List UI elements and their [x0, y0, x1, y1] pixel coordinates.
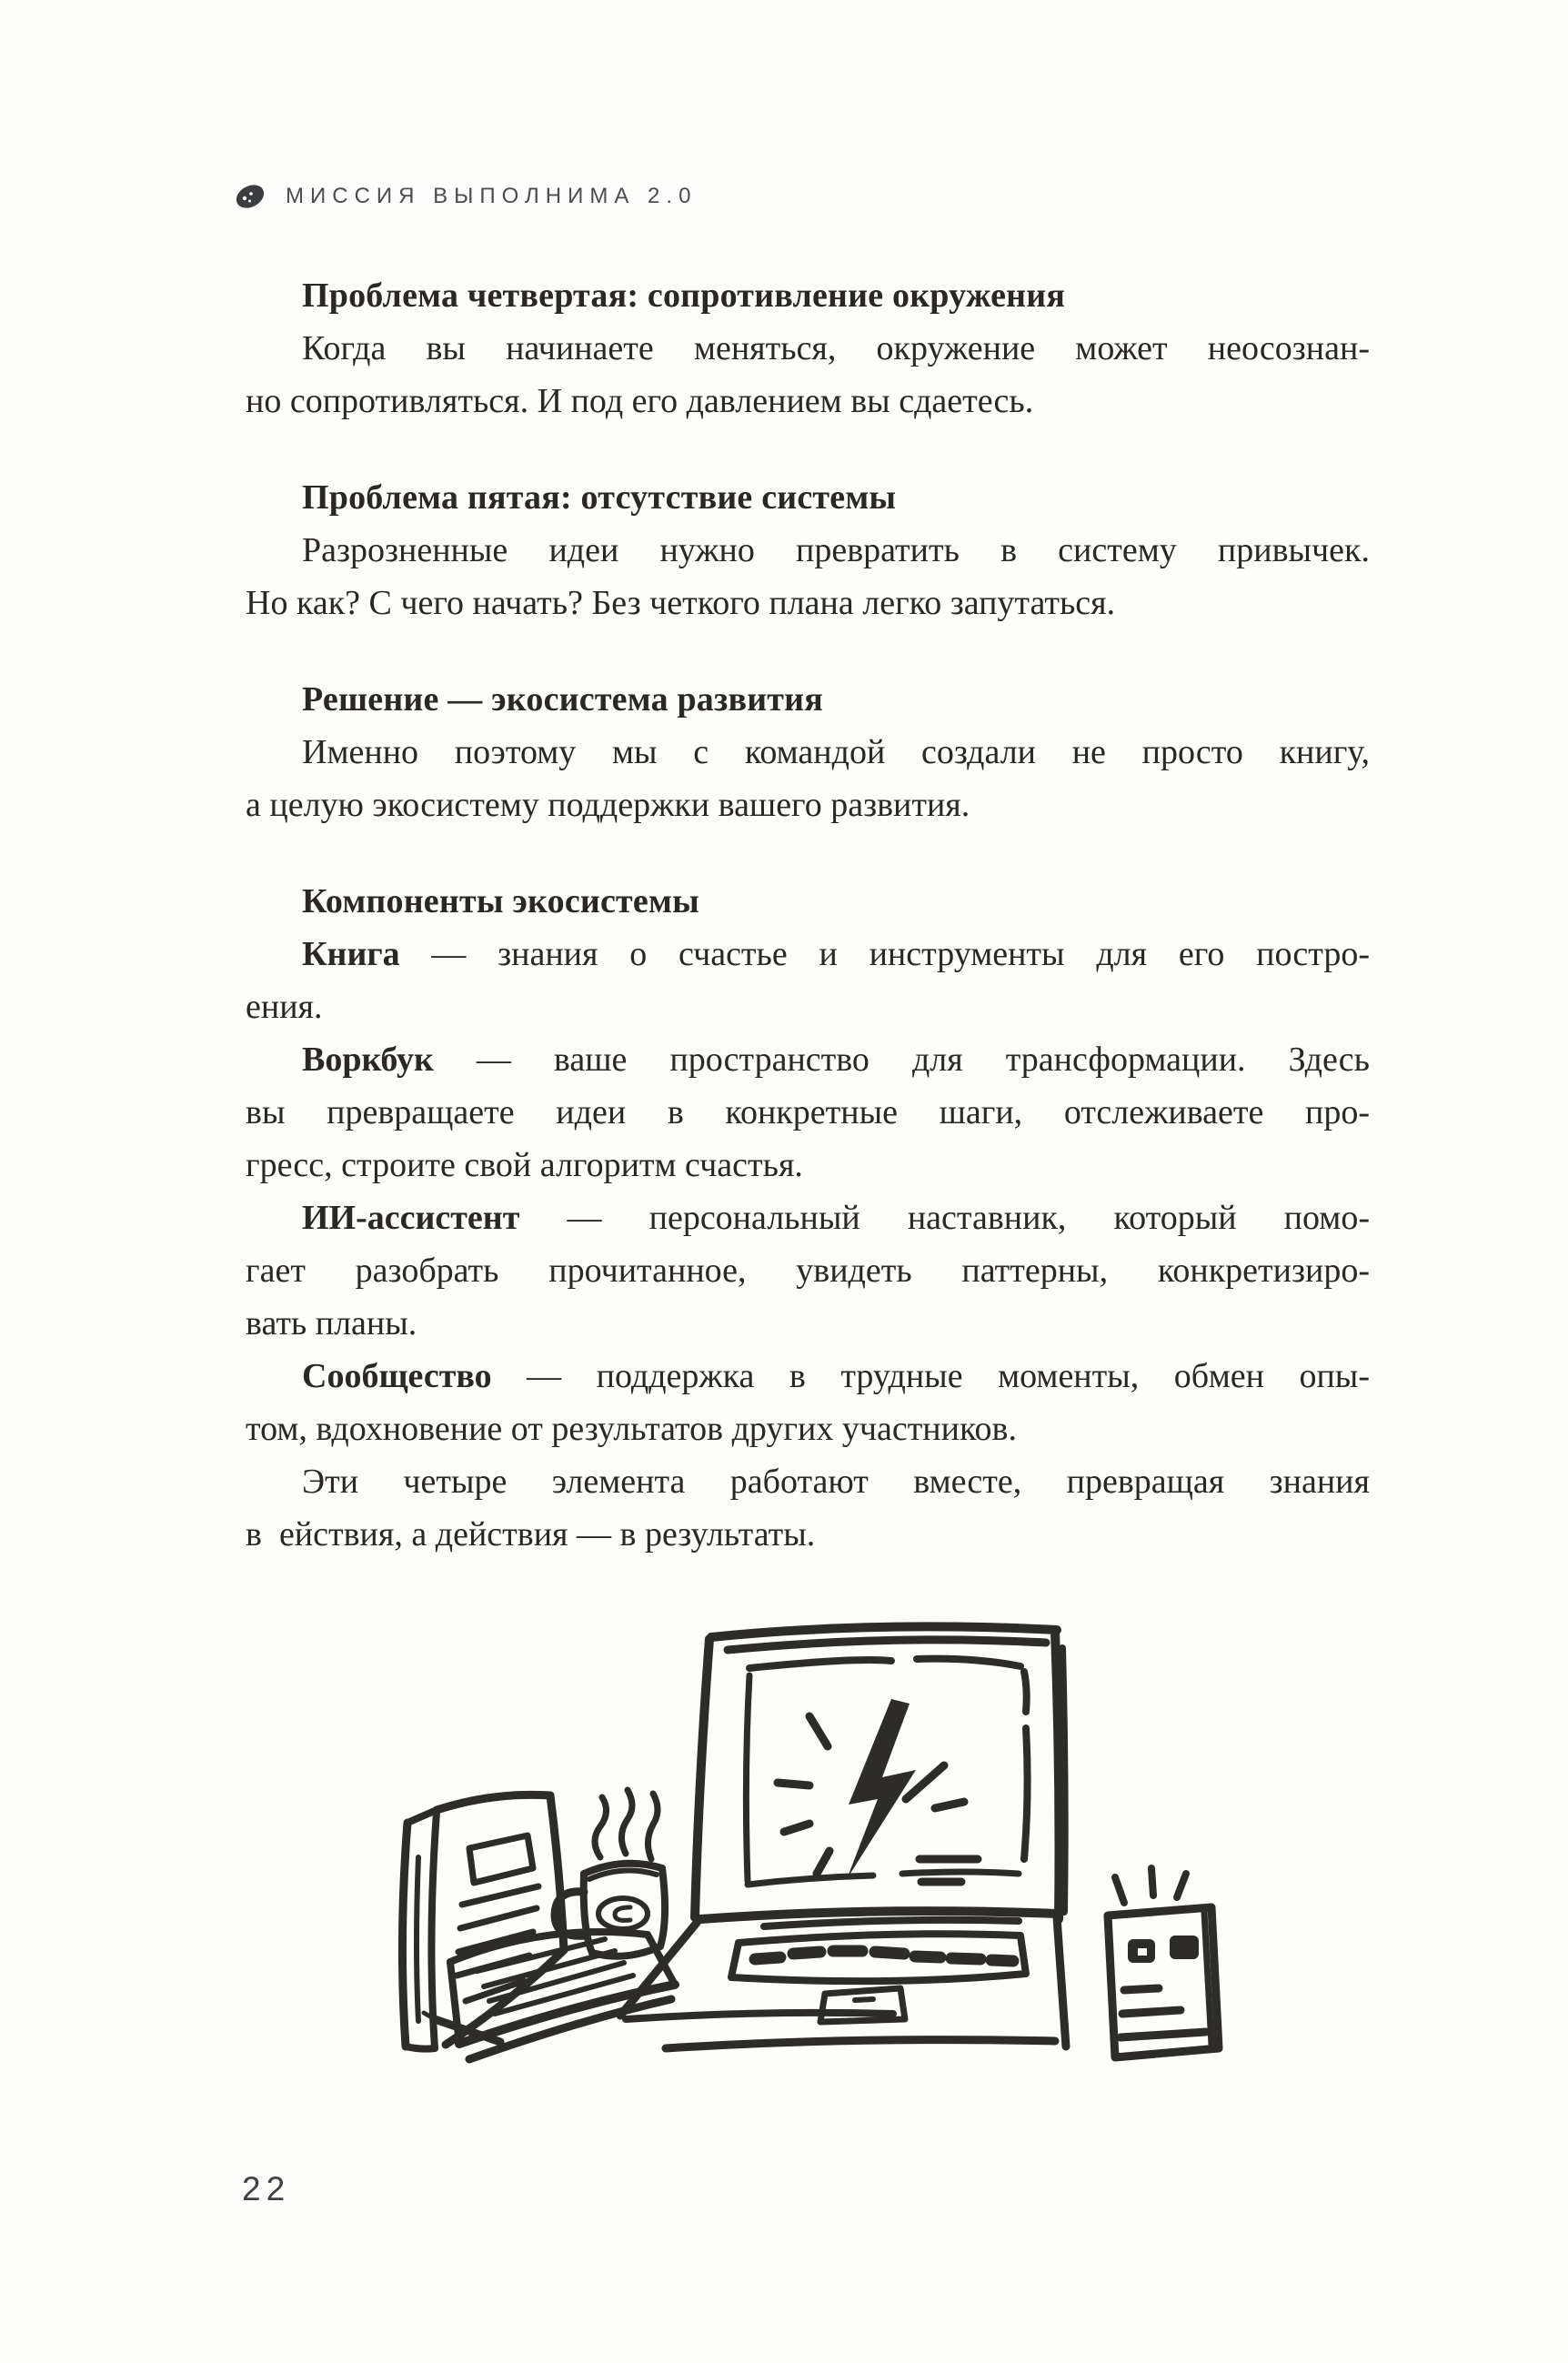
section-heading: Проблема четвертая: сопротивление окружения — [302, 277, 1066, 315]
book-sketch — [402, 1795, 564, 2048]
text-line: Разрозненные идеи нужно превратить в систему привычек. — [302, 531, 1370, 569]
text-line: ИИ-ассистент — персональный наставник, который помо- — [302, 1199, 1370, 1237]
section-heading: Компоненты экосистемы — [302, 882, 699, 920]
text-line: вы превращаете идеи в конкретные шаги, отслеживаете про- — [246, 1093, 1370, 1131]
laptop-keyboard — [620, 1911, 1066, 2048]
text-line: Когда вы начинаете меняться, окружение может неосознан- — [302, 329, 1370, 367]
text-block — [246, 269, 1370, 1561]
bold-term: Сообщество — [302, 1357, 492, 1395]
section-1 — [246, 471, 1370, 629]
running-head-title: МИССИЯ ВЫПОЛНИМА 2.0 — [286, 184, 698, 208]
section-heading: Проблема пятая: отсутствие системы — [302, 478, 897, 517]
text-line: а целую экосистему поддержки вашего развития. — [246, 786, 970, 824]
page-number: 22 — [242, 2170, 291, 2207]
text-line: в ействия, а действия — в результаты. — [246, 1515, 816, 1554]
card-device-sketch — [1108, 1868, 1219, 2057]
section-3 — [246, 875, 1370, 1561]
section-heading: Решение — экосистема развития — [302, 680, 824, 719]
text-line: том, вдохновение от результатов других участников. — [246, 1410, 1017, 1448]
bold-term: ИИ-ассистент — [302, 1199, 520, 1237]
running-head — [229, 178, 697, 215]
text-line: вать планы. — [246, 1304, 417, 1342]
text-line: Сообщество — поддержка в трудные моменты, обмен опы- — [302, 1357, 1370, 1395]
text-line: гресс, строите свой алгоритм счастья. — [246, 1146, 803, 1184]
lightning-bolt-icon — [778, 1699, 978, 1882]
text-line: гает разобрать прочитанное, увидеть паттерны, конкретизиро- — [246, 1252, 1370, 1290]
text-line: ения. — [246, 988, 323, 1026]
laptop-sketch-illustration — [382, 1584, 1246, 2112]
pebble-icon — [229, 178, 271, 215]
bold-term: Воркбук — [302, 1041, 434, 1079]
section-2 — [246, 673, 1370, 831]
text-line: Книга — знания о счастье и инструменты для его постро- — [302, 935, 1370, 973]
text-line: Но как? С чего начать? Без четкого плана легко запутаться. — [246, 584, 1116, 622]
laptop-lightning-book-mug-card-drawing — [382, 1584, 1246, 2112]
text-line: Именно поэтому мы с командой создали не просто книгу, — [302, 733, 1370, 771]
bold-term: Книга — [302, 935, 400, 973]
section-0 — [246, 269, 1370, 427]
text-line: но сопротивляться. И под его давлением вы сдаетесь. — [246, 382, 1034, 420]
text-line: Воркбук — ваше пространство для трансформации. Здесь — [302, 1041, 1370, 1079]
text-line: Эти четыре элемента работают вместе, превращая знания — [302, 1463, 1370, 1501]
